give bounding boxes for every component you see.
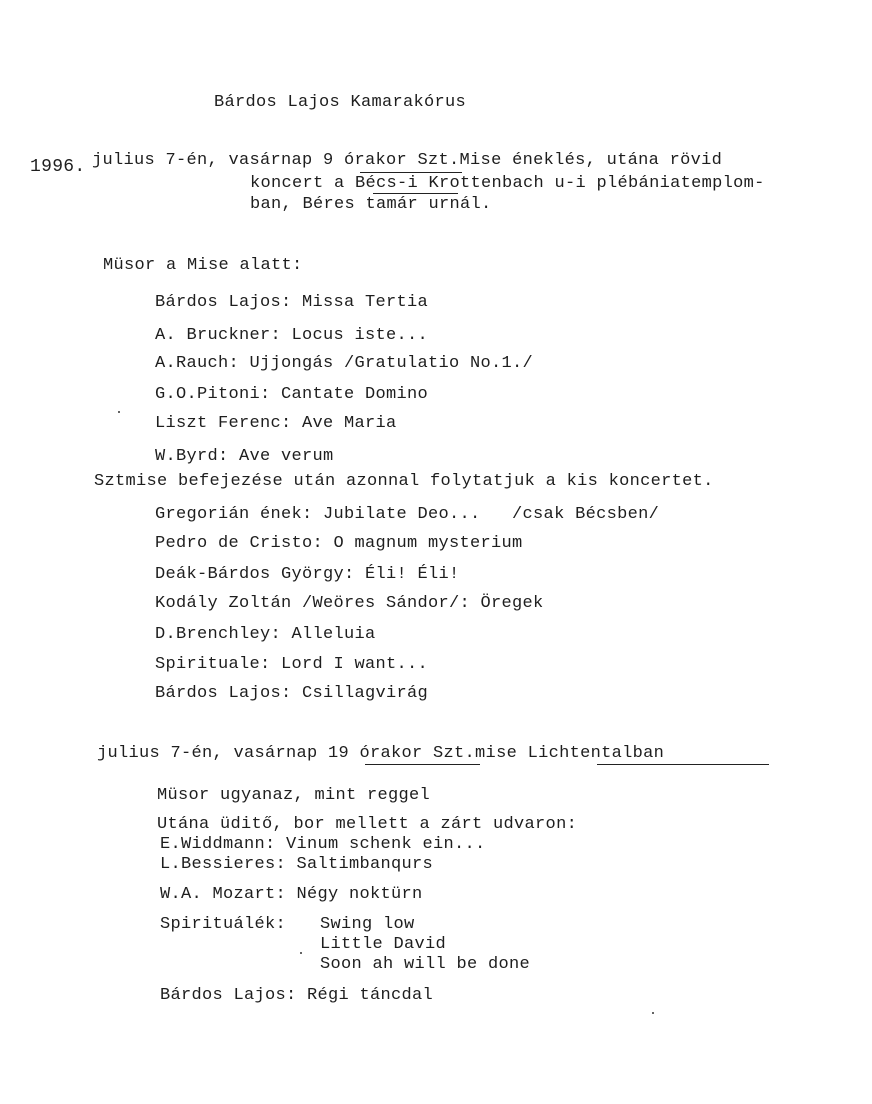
list-item: Bárdos Lajos: Csillagvirág	[155, 684, 429, 703]
list-item: Kodály Zoltán /Weöres Sándor/: Öregek	[155, 594, 544, 613]
list-item: E.Widdmann: Vinum schenk ein...	[160, 835, 486, 854]
list-item: A. Bruckner: Locus iste...	[155, 326, 429, 345]
list-item: Soon ah will be done	[320, 955, 531, 974]
mass-program-heading: Müsor a Mise alatt:	[103, 256, 303, 275]
underline-becs	[373, 193, 458, 194]
event1-date: 1996.	[30, 157, 86, 177]
concert-transition: Sztmise befejezése után azonnal folytatjuk a kis koncertet.	[94, 472, 714, 491]
evening-refreshment-line: Utána üditő, bor mellett a zárt udvaron:	[157, 815, 578, 834]
list-item: G.O.Pitoni: Cantate Domino	[155, 385, 429, 404]
spirituals-label: Spirituálék:	[160, 915, 287, 934]
event1-line3: ban, Béres tamár urnál.	[250, 195, 492, 214]
event2-line: julius 7-én, vasárnap 19 órakor Szt.mise Lichtentalban	[97, 744, 665, 763]
scan-speck	[300, 952, 302, 954]
list-item: Pedro de Cristo: O magnum mysterium	[155, 534, 523, 553]
list-item: D.Brenchley: Alleluia	[155, 625, 376, 644]
evening-same-program: Müsor ugyanaz, mint reggel	[157, 786, 431, 805]
scan-speck	[118, 411, 120, 413]
list-item: W.A. Mozart: Négy noktürn	[160, 885, 423, 904]
list-item: Spirituale: Lord I want...	[155, 655, 429, 674]
list-item: Liszt Ferenc: Ave Maria	[155, 414, 397, 433]
list-item: Little David	[320, 935, 447, 954]
underline-lichtentalban	[597, 764, 769, 765]
underline-9-orakor	[360, 172, 462, 173]
scan-speck	[652, 1012, 654, 1014]
underline-19-orakor	[365, 764, 480, 765]
list-item: Bárdos Lajos: Missa Tertia	[155, 293, 429, 312]
list-item: Swing low	[320, 915, 415, 934]
document-title: Bárdos Lajos Kamarakórus	[214, 93, 467, 112]
list-item: A.Rauch: Ujjongás /Gratulatio No.1./	[155, 354, 534, 373]
list-item: Gregorián ének: Jubilate Deo... /csak Bécsben/	[155, 505, 660, 524]
list-item: Deák-Bárdos György: Éli! Éli!	[155, 565, 460, 584]
evening-last-item: Bárdos Lajos: Régi táncdal	[160, 986, 434, 1005]
list-item: W.Byrd: Ave verum	[155, 447, 334, 466]
list-item: L.Bessieres: Saltimbanqurs	[160, 855, 434, 874]
event1-line2: koncert a Bécs-i Krottenbach u-i plébániatemplom-	[250, 174, 765, 193]
event1-line1: julius 7-én, vasárnap 9 órakor Szt.Mise éneklés, utána rövid	[92, 151, 723, 170]
